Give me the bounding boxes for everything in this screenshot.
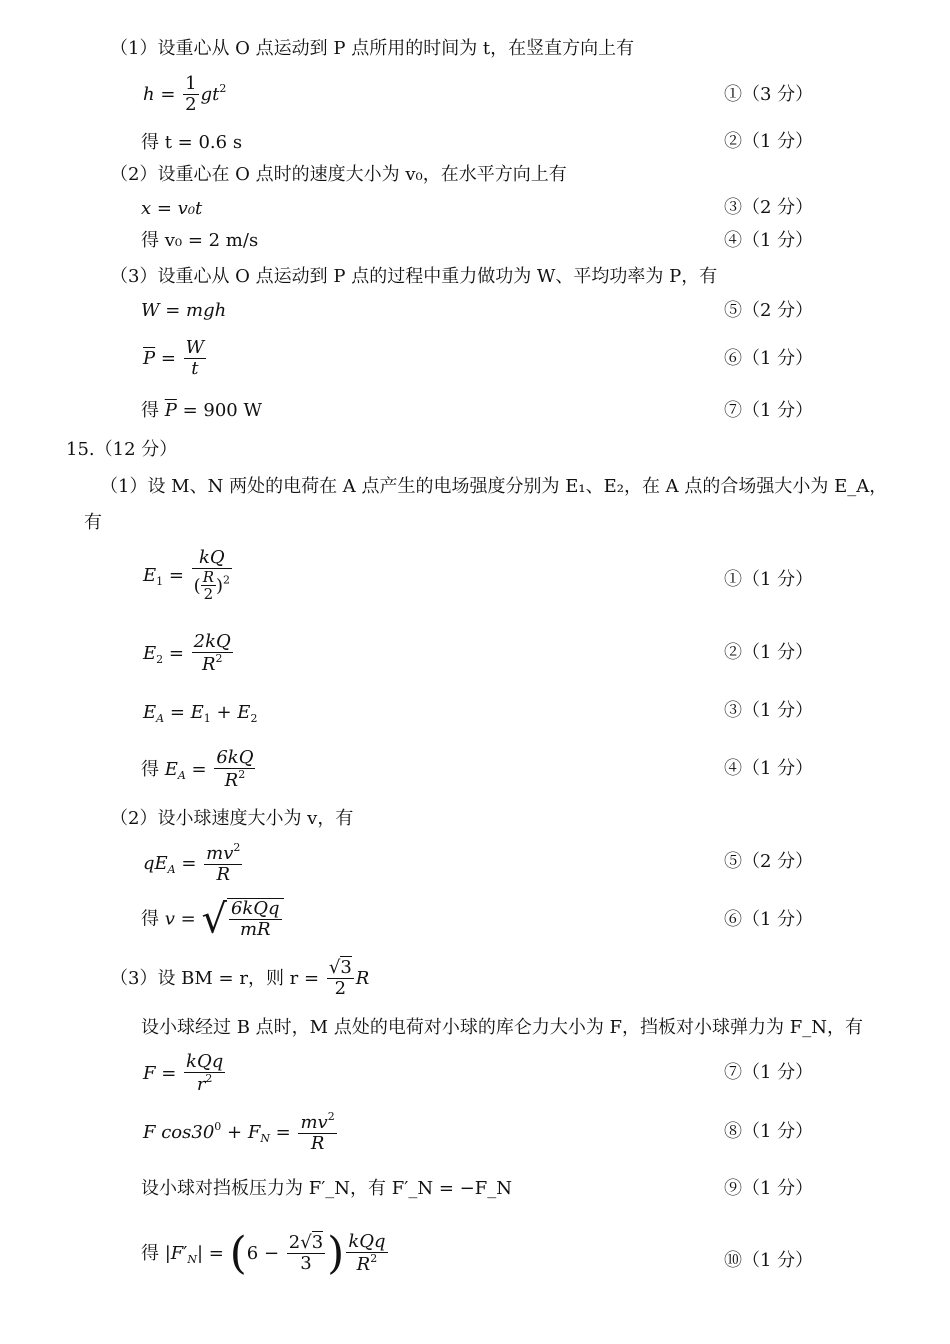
p14-tag-2: ②（1 分） (724, 131, 814, 152)
p15-eq-E1: $E_1$ = kQ ( $\frac{R}{2}$ )$^2$ (143, 547, 231, 604)
p15-eq-EA-sum: $E_A = E_1 + E_2$ (143, 702, 258, 725)
p15-part3-desc: 设小球经过 B 点时，M 点处的电荷对小球的库仑力大小为 F，挡板对小球弹力为 F_N，有 (141, 1017, 863, 1038)
p14-part2-intro: （2）设重心在 O 点时的速度大小为 v₀，在水平方向上有 (110, 164, 567, 185)
p15-part1-cont: 有 (84, 512, 102, 533)
p15-part1-intro: （1）设 M、N 两处的电荷在 A 点产生的电场强度分别为 E₁、E₂，在 A 点的合场强大小为 E_A， (100, 476, 888, 497)
p15-tag-7: ⑦（1 分） (724, 1062, 814, 1083)
p14-tag-3: ③（2 分） (724, 197, 814, 218)
p15-tag-8: ⑧（1 分） (724, 1121, 814, 1142)
p14-tag-5: ⑤（2 分） (724, 300, 814, 321)
p15-tag-6: ⑥（1 分） (724, 909, 814, 930)
p14-result-t: 得 t = 0.6 s (141, 132, 243, 153)
p14-part3-intro: （3）设重心从 O 点运动到 P 点的过程中重力做功为 W、平均功率为 P，有 (110, 266, 718, 287)
p15-tag-4: ④（1 分） (724, 758, 814, 779)
p15-tag-2: ②（1 分） (724, 642, 814, 663)
p14-tag-1: ①（3 分） (724, 84, 814, 105)
p15-eq-8: F $\cos 30^0 + F_N$ = $\frac{mv^2}{R}$ (143, 1110, 335, 1154)
p14-eq-h: h = $\frac{1}{2}$ $gt^2$ (143, 73, 227, 115)
p14-tag-4: ④（1 分） (724, 230, 814, 251)
p14-eq-W: W = mgh (141, 300, 227, 321)
p15-tag-9: ⑨（1 分） (724, 1178, 814, 1199)
p14-tag-6: ⑥（1 分） (724, 348, 814, 369)
p15-tag-10: ⑩（1 分） (724, 1250, 814, 1271)
p15-eq-E2: $E_2$ = $\frac{2kQ}{R^2}$ (143, 631, 231, 675)
p14-eq-P: $\overline{P}$ = $\frac{W}{t}$ (143, 337, 205, 379)
p15-part2-intro: （2）设小球速度大小为 v，有 (110, 808, 354, 829)
p15-result-EA: 得 $E_A$ = $\frac{6kQ}{R^2}$ (141, 747, 254, 791)
p15-eq-7: F = $\frac{\text{kQq}}{r^2}$ (143, 1051, 224, 1095)
p14-result-P: 得 $\overline{P} = 900$ W (141, 400, 262, 421)
p15-result-v: 得 v = √ $\frac{\text{6kQq}}{mR}$ (141, 898, 284, 940)
p15-tag-5: ⑤（2 分） (724, 851, 814, 872)
p14-result-v0: 得 v₀ = 2 m/s (141, 230, 259, 251)
p15-result-FN: 得 $|F'_N| = (6$ − $\frac{2√3}{3}$ ) $\frac{\text{kQq}}{R^2}$ (141, 1228, 386, 1279)
p15-tag-1: ①（1 分） (724, 569, 814, 590)
p15-eq-5: $qE_A$ = $\frac{mv^2}{R}$ (143, 841, 241, 885)
p14-eq-x: x = v₀t (141, 198, 203, 219)
p14-tag-7: ⑦（1 分） (724, 400, 814, 421)
p15-eq-9: 设小球对挡板压力为 F′_N，有 F′_N = −F_N (141, 1178, 512, 1199)
p15-part3-intro: （3）设 BM = r，则 r = $\frac{√3}{2}$ R (110, 957, 370, 999)
p14-part1-intro: （1）设重心从 O 点运动到 P 点所用的时间为 t，在竖直方向上有 (110, 38, 635, 59)
p15-header: 15.（12 分） (66, 439, 178, 460)
p15-tag-3: ③（1 分） (724, 700, 814, 721)
